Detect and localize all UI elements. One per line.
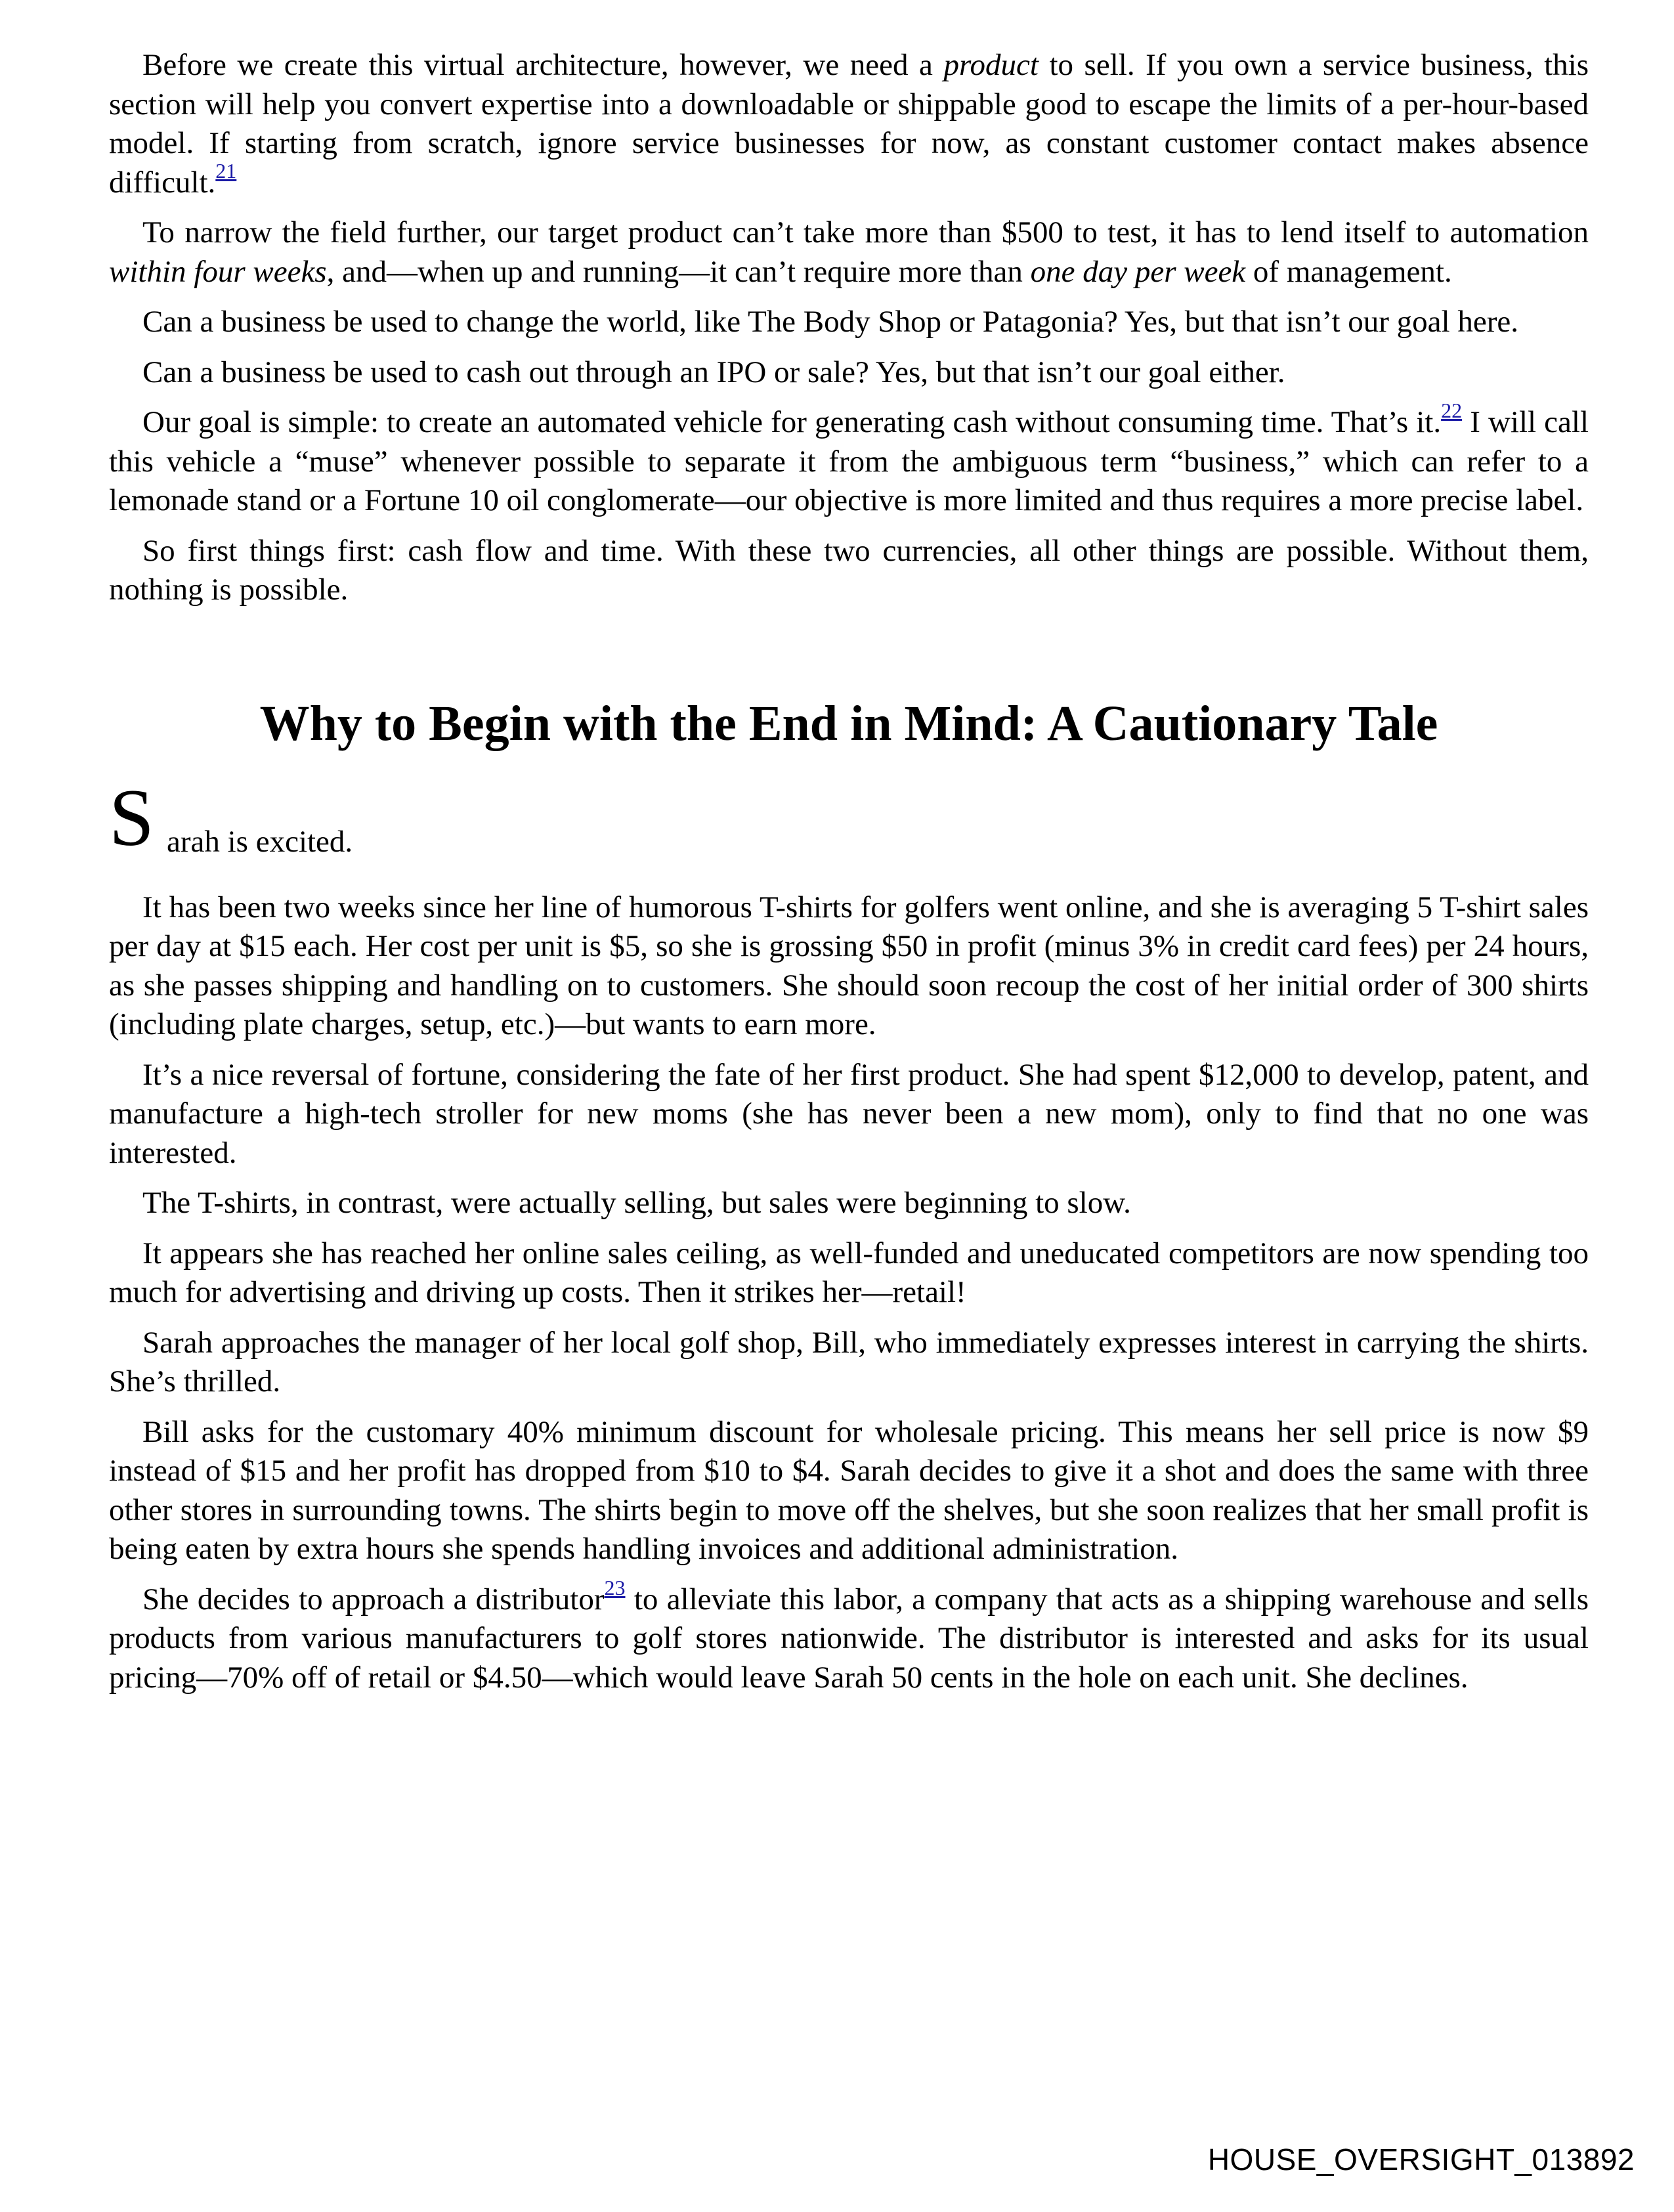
paragraph (109, 353, 1589, 393)
text-run: The T-shirts, in contrast, were actually selling, but sales were beginning to slow. (142, 1186, 1131, 1220)
text-run: Our goal is simple: to create an automated vehicle for generating cash without consuming time. That’s it. (142, 405, 1442, 439)
text-run: So first things first: cash flow and time. With these two currencies, all other things are possible. Without them, nothing is possible. (109, 533, 1589, 607)
text-run: Can a business be used to change the world, like The Body Shop or Patagonia? Yes, but that isn’t our goal here. (142, 305, 1518, 339)
text-run: to alleviate this labor, a company that acts as a shipping warehouse and sells products from various manufacturers to golf stores nationwide. The distributor is interested and asks for its usual pricing—70% off of retail or $4.50—which would leave Sarah 50 cents in the hole on each unit. She declines. (109, 1582, 1589, 1695)
footnote-link[interactable]: 22 (1441, 399, 1463, 422)
emphasis-text: product (943, 48, 1039, 82)
paragraph (109, 888, 1589, 1045)
paragraph (109, 1234, 1589, 1312)
bates-stamp: HOUSE_OVERSIGHT_013892 (1207, 2142, 1635, 2177)
text-run: Before we create this virtual architecture, however, we need a (142, 48, 944, 82)
footnote-link[interactable]: 21 (215, 158, 237, 183)
text-run: Can a business be used to cash out through an IPO or sale? Yes, but that isn’t our goal either. (142, 355, 1285, 389)
paragraph (109, 213, 1589, 292)
paragraph (109, 1413, 1589, 1569)
section-intro (109, 46, 1589, 610)
paragraph (109, 532, 1589, 610)
paragraph (109, 303, 1589, 342)
paragraph (109, 1056, 1589, 1173)
text-run: It’s a nice reversal of fortune, considering the fate of her first product. She had spent $12,000 to develop, patent, and manufacture a high-tech stroller for new moms (she has never been a new mom), only to find that no one was interested. (109, 1057, 1589, 1170)
dropcap-text: arah is excited. (167, 824, 353, 859)
emphasis-text: within four weeks (109, 254, 327, 289)
text-run: It has been two weeks since her line of humorous T-shirts for golfers went online, and she is averaging 5 T-shirt sales per day at $15 each. Her cost per unit is $5, so she is grossing $50 in profit (minus 3% in credit card fees) per 24 hours, as she passes shipping and handling on to customers. She should soon recoup the cost of her initial order of 300 shirts (including plate charges, setup, etc.)—but wants to earn more. (109, 890, 1589, 1041)
paragraph (109, 399, 1589, 521)
text-run: To narrow the field further, our target product can’t take more than $500 to test, it has to lend itself to automation (142, 215, 1589, 249)
text-run: , and—when up and running—it can’t require more than (326, 254, 1031, 289)
text-run: It appears she has reached her online sales ceiling, as well-funded and uneducated competitors are now spending too much for advertising and driving up costs. Then it strikes her—retail! (109, 1236, 1589, 1309)
dropcap-letter: S (109, 772, 154, 863)
document-page (109, 46, 1589, 1708)
paragraph (109, 46, 1589, 202)
text-run: of management. (1245, 254, 1452, 289)
paragraph (109, 1184, 1589, 1223)
paragraph (109, 1575, 1589, 1698)
paragraph (109, 1324, 1589, 1402)
section-heading: Why to Begin with the End in Mind: A Cautionary Tale (259, 695, 1438, 751)
dropcap-paragraph (109, 772, 1589, 863)
footnote-link[interactable]: 23 (604, 1575, 626, 1599)
text-run: She decides to approach a distributor (142, 1582, 605, 1616)
text-run: Sarah approaches the manager of her local golf shop, Bill, who immediately expresses interest in carrying the shirts. She’s thrilled. (109, 1325, 1589, 1399)
text-run: to sell. If you own a service business, this section will help you convert expertise into a downloadable or shippable good to escape the limits of a per-hour-based model. If starting from scratch, ignore service businesses for now, as constant customer contact makes absence difficult. (109, 48, 1589, 200)
section-story (109, 888, 1589, 1698)
emphasis-text: one day per week (1030, 254, 1246, 289)
text-run: Bill asks for the customary 40% minimum discount for wholesale pricing. This means her sell price is now $9 instead of $15 and her profit has dropped from $10 to $4. Sarah decides to give it a shot and does the same with three other stores in surrounding towns. The shirts begin to move off the shelves, but she soon realizes that her small profit is being eaten by extra hours she spends handling invoices and additional administration. (109, 1414, 1589, 1566)
text-run: I will call this vehicle a “muse” whenever possible to separate it from the ambiguous term “business,” which can refer to a lemonade stand or a Fortune 10 oil conglomerate—our objective is more limited and thus requires a more precise label. (109, 405, 1589, 517)
